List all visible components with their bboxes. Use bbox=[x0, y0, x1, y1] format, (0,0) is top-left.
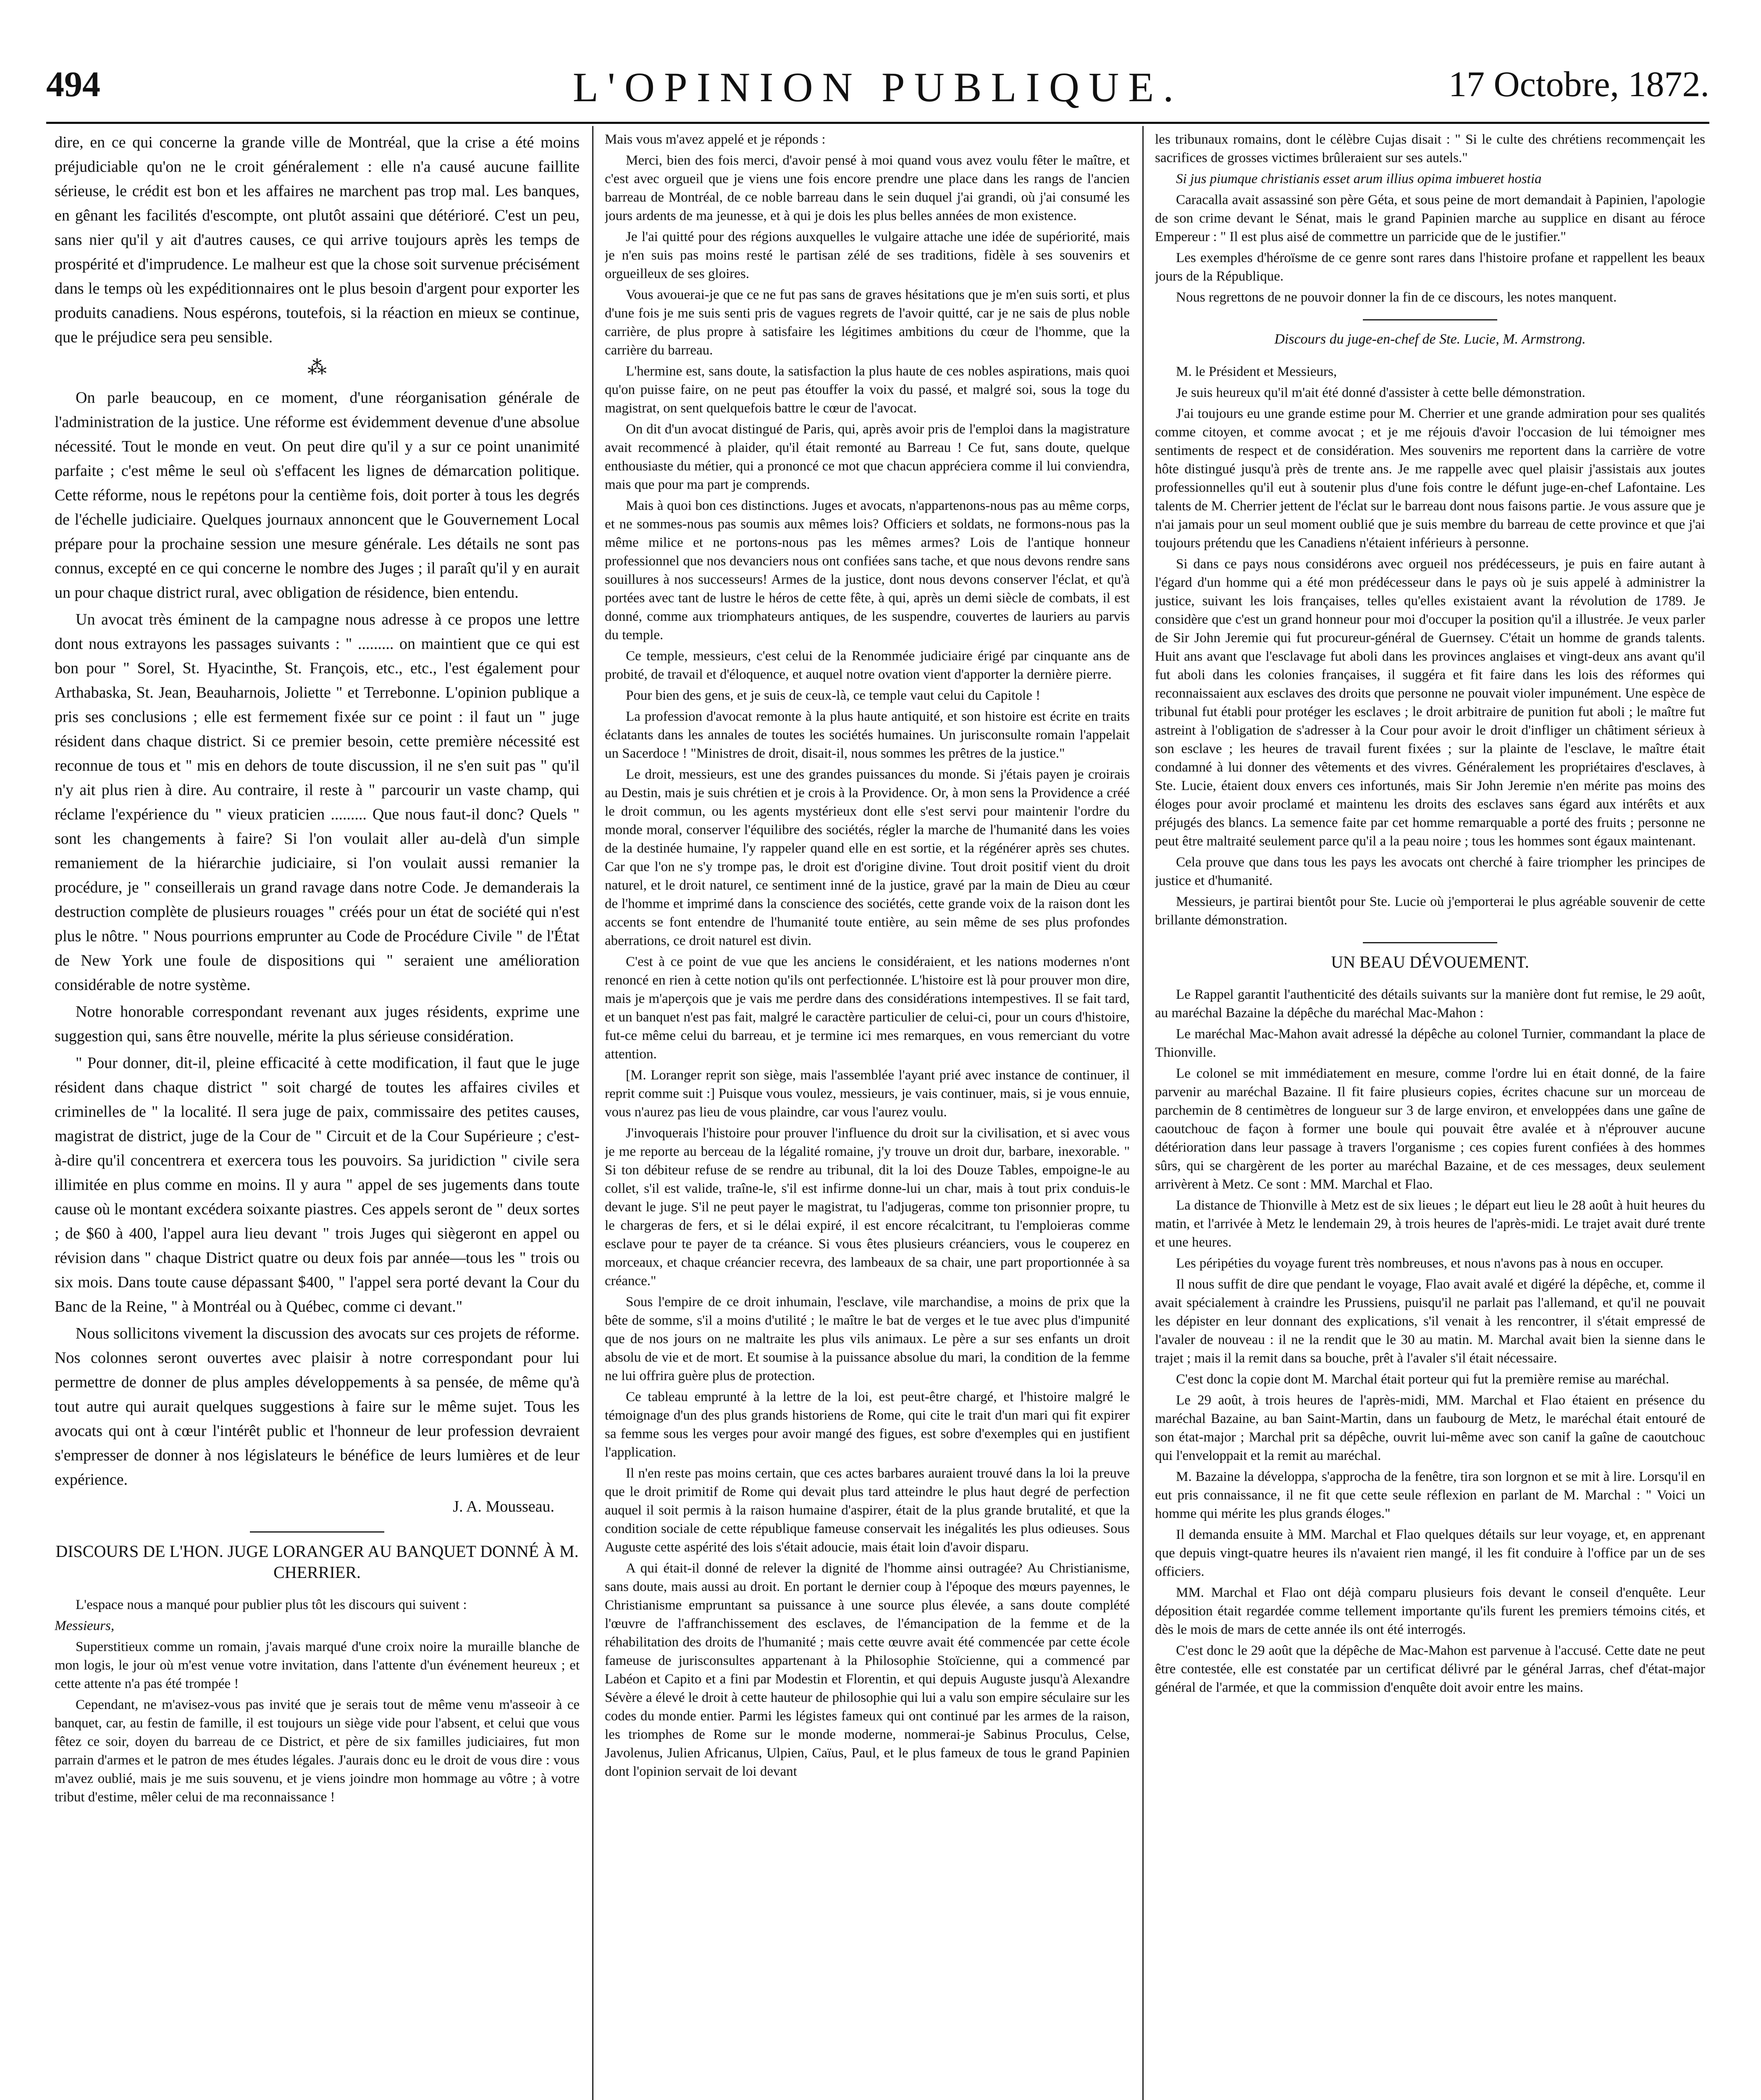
paragraph: J'ai toujours eu une grande estime pour M. Cherrier et une grande admiration pour ses qualités comme citoyen, et comme avocat ; et je me réjouis d'avoir l'occasion de lui témoigner mes sentiments de respect et de considération. Mes souvenirs me reportent dans la carrière de votre hôte distingué jusqu'à près de trente ans. Je me rappelle avec quel plaisir j'assistais aux joutes professionnelles qu'il eut à soutenir plus d'une fois contre le défunt juge-en-chef Lafontaine. Les talents de M. Cherrier jettent de l'éclat sur le barreau dont nous faisons partie. Je vous assure que je n'ai jamais pour un seul moment oublié que je suis membre du barreau de cette province et que j'ai toujours prétendu que les Canadiens n'étaient inférieurs à personne. bbox=[1155, 406, 1705, 551]
paragraph: L'espace nous a manqué pour publier plus tôt les discours qui suivent : bbox=[76, 1597, 467, 1612]
paragraph: Vous avouerai-je que ce ne fut pas sans de graves hésitations que je m'en suis sorti, et plus d'une fois je me suis senti pris de vagues regrets de l'avoir quitté, car je ne sais de plus noble carrière, de plus propre à satisfaire les légitimes ambitions du cœur de l'homme, que la carrière du barreau. bbox=[605, 287, 1130, 358]
section-rule bbox=[1363, 942, 1497, 943]
paragraph: On parle beaucoup, en ce moment, d'une réorganisation générale de l'administration de la justice. Une réforme est évidemment devenue d'une absolue nécessité. Tout le monde en veut. On peut dire qu'il y a sur ce point unanimité parfaite ; c'est même le seul où s'effacent les lignes de démarcation politique. Cette réforme, nous le repétons pour la centième fois, doit porter à tous les degrés de l'échelle judiciaire. Quelques journaux annoncent que le Gouvernement Local prépare pour la prochaine session une mesure générale. Les détails ne sont pas connus, excepté en ce qui concerne le nombre des Juges ; il paraît qu'il y en aurait un pour chaque district rural, avec obligation de résidence, bien entendu. bbox=[55, 389, 580, 601]
newspaper-title: L'OPINION PUBLIQUE. bbox=[572, 64, 1183, 110]
paragraph: Messieurs, je partirai bientôt pour Ste. Lucie où j'emporterai le plus agréable souvenir de cette brillante démonstration. bbox=[1155, 894, 1705, 928]
paragraph: Notre honorable correspondant revenant aux juges résidents, exprime une suggestion qui, sans être nouvelle, mérite la plus sérieuse considération. bbox=[55, 1003, 580, 1045]
salutation: Messieurs, bbox=[55, 1618, 115, 1633]
paragraph: Il demanda ensuite à MM. Marchal et Flao quelques détails sur leur voyage, et, en apprenant que depuis vingt-quatre heures ils n'avaient rien mangé, il les fit conduire à l'office par un de ses officiers. bbox=[1155, 1527, 1705, 1579]
paragraph: Superstitieux comme un romain, j'avais marqué d'une croix noire la muraille blanche de mon logis, le jour où m'est venue votre invitation, dans l'attente d'un événement heureux ; et cette attente n'a pas été trompée ! bbox=[55, 1639, 580, 1691]
column-2 bbox=[605, 130, 1130, 1783]
paragraph: M. le Président et Messieurs, bbox=[1176, 364, 1337, 379]
paragraph: Un avocat très éminent de la campagne nous adresse à ce propos une lettre dont nous extrayons les passages suivants : " ......... on maintient que ce qui est bon pour " Sorel, St. Hyacinthe, St. François, etc., etc., l'est également pour Arthabaska, St. Jean, Beauharnois, Joliette " et Terrebonne. L'opinion publique a pris ses conclusions ; elle est fermement fixée sur ce point : il faut un " juge résident dans chaque district. Si ce premier besoin, cette première nécessité est reconnue de tous et " mis en dehors de toute discussion, il ne s'en suit pas " qu'il n'y ait plus rien à dire. Au contraire, il reste à " parcourir un vaste champ, qui réclame l'expérience du " vieux praticien ......... Que nous faut-il donc? Quels " sont les changements à faire? Si l'on voulait aller au-delà d'un simple remaniement de la hiérarchie judiciaire, si l'on voulait aussi remanier la procédure, je " conseillerais un grand ravage dans notre Code. Je demanderais la destruction complète de plusieurs rouages " créés pour un état de société qui n'est plus le nôtre. " Nous pourrions emprunter au Code de Procédure Civile " de l'État de New York une foule de dispositions qui " seraient une amélioration considérable de notre système. bbox=[55, 611, 580, 994]
header-rule bbox=[46, 122, 1709, 124]
paragraph: J'invoquerais l'histoire pour prouver l'influence du droit sur la civilisation, et si avec vous je me reporte au berceau de la légalité romaine, j'y trouve un droit dur, barbare, inexorable. " Si ton débiteur refuse de se rendre au tribunal, dit la loi des Douze Tables, empoigne-le au collet, s'il est valide, traîne-le, s'il est infirme donne-lui un char, mais à tout prix conduis-le devant le juge. S'il ne peut payer le magistrat, tu l'adjugeras, comme ton prisonnier propre, tu le chargeras de fers, et si le délai expiré, il est encore récalcitrant, tu l'emploieras comme esclave pour te payer de ta créance. Si vous êtes plusieurs créanciers, vous le couperez en morceaux, et chaque créancier recevra, des lambeaux de sa chair, une part proportionnée à sa créance." bbox=[605, 1126, 1130, 1289]
paragraph: les tribunaux romains, dont le célèbre Cujas disait : " Si le culte des chrétiens recommençait les sacrifices de grosses victimes brûleraient sur ses autels." bbox=[1155, 132, 1705, 165]
separator: ⁂ bbox=[307, 357, 327, 378]
column-1 bbox=[55, 130, 580, 1809]
paragraph: Le 29 août, à trois heures de l'après-midi, MM. Marchal et Flao étaient en présence du maréchal Bazaine, au ban Saint-Martin, dans un faubourg de Metz, le maréchal était entouré de son état-major ; Marchal prit sa dépêche, ouvrit lui-même avec son canif la gaîne de caoutchouc qui l'enveloppait et la remit au maréchal. bbox=[1155, 1393, 1705, 1463]
paragraph: M. Bazaine la développa, s'approcha de la fenêtre, tira son lorgnon et se mit à lire. Lorsqu'il en eut pris connaissance, il ne fit que cette seule réflexion en parlant de M. Marchal : " Voici un homme qui mérite les plus grands éloges." bbox=[1155, 1469, 1705, 1521]
paragraph: Cependant, ne m'avisez-vous pas invité que je serais tout de même venu m'asseoir à ce banquet, car, au festin de famille, il est toujours un siège vide pour l'absent, et celui que vous fêtez ce soir, doyen du barreau de ce District, et père de six familles judiciaires, fut mon parrain d'armes et le patron de mes études légales. J'aurais donc eu le droit de vous dire : vous m'avez oublié, mais je me suis souvenu, et je viens joindre mon hommage au vôtre ; à votre tribut d'estime, mêler celui de ma reconnaissance ! bbox=[55, 1697, 580, 1805]
section-heading: Discours du juge-en-chef de Ste. Lucie, M. Armstrong. bbox=[1274, 331, 1586, 347]
paragraph: Les péripéties du voyage furent très nombreuses, et nous n'avons pas à nous en occuper. bbox=[1176, 1256, 1664, 1271]
paragraph: C'est à ce point de vue que les anciens le considéraient, et les nations modernes n'ont renoncé en rien à cette notion qu'ils ont perfectionnée. L'histoire est là pour prouver mon dire, mais je m'aperçois que je vais me perdre dans des considérations intempestives. Il se fait tard, et un banquet n'est pas fait, malgré le caractère particulier de celui-ci, pour un cours d'histoire, fut-ce même celui du barreau, et je termine ici mes remarques, en vous remerciant du votre attention. bbox=[605, 954, 1130, 1062]
paragraph: Je suis heureux qu'il m'ait été donné d'assister à cette belle démonstration. bbox=[1176, 385, 1585, 400]
paragraph: " Pour donner, dit-il, pleine efficacité à cette modification, il faut que le juge résident dans chaque district " soit chargé de toutes les affaires civiles et criminelles de " la localité. Il sera juge de paix, commissaire des petites causes, magistrat de district, juge de la Cour de " Circuit et de la Cour Supérieure ; c'est-à-dire qu'il concentrera et exercera tous les pouvoirs. Sa juridiction " civile sera illimitée en plus comme en moins. Il y aura " appel de ses jugements dans toute cause où le montant excédera soixante piastres. Ces appels seront de " deux sortes ; de $60 à 400, l'appel aura lieu devant " trois Juges qui siègeront en appel ou révision dans " chaque District quatre ou deux fois par année—tous les " trois ou six mois. Dans toute cause dépassant $400, " l'appel sera porté devant la Cour du Banc de la Reine, " à Montréal ou à Québec, comme ci devant." bbox=[55, 1054, 580, 1315]
paragraph: Le droit, messieurs, est une des grandes puissances du monde. Si j'étais payen je croirais au Destin, mais je suis chrétien et je crois à la Providence. Or, à mon sens la Providence a créé le droit commun, ou les agents mystérieux dont elle s'est servi pour maintenir l'ordre du monde moral, conserver l'équilibre des sociétés, régler la marche de l'humanité dans les voies de la destinée humaine, l'y rappeler quand elle en est sortie, et la régénérer après ses chutes. Car que l'on ne s'y trompe pas, le droit est d'origine divine. Tout droit positif vient du droit naturel, et le droit naturel, ce sentiment inné de la justice, gravé par la main de Dieu au cœur de l'homme et imprimé dans la conscience des sociétés, cette grande voix de la raison dont les accents se font entendre de l'humanité toute entière, au sein même de ses plus profondes aberrations, ce droit naturel est divin. bbox=[605, 767, 1130, 948]
paragraph: A qui était-il donné de relever la dignité de l'homme ainsi outragée? Au Christianisme, sans doute, mais aussi au droit. En portant le dernier coup à l'époque des mœurs payennes, le Christianisme empruntant sa puissance à une source plus élevée, a sans doute complété l'œuvre de l'affranchissement des esclaves, de l'émancipation de la femme et de la réhabilitation des droits de l'humanité ; mais cette œuvre avait été commencée par cette école fameuse de jurisconsultes appartenant à la Philosophie Stoïcienne, qui a commencé par Labéon et Capito et a fini par Modestin et Florentin, et qui depuis Auguste jusqu'à Alexandre Sévère a élevé le droit à cette hauteur de philosophie qui lui a valu son empire séculaire sur les codes du monde entier. Parmi les légistes fameux qui ont continué par les armes de la raison, les triomphes de Rome sur le monde moderne, nommerai-je Sabinus Proculus, Celse, Javolenus, Julien Africanus, Ulpien, Caïus, Paul, et le plus fameux de tous le grand Papinien dont l'opinion servait de loi devant bbox=[605, 1561, 1130, 1779]
paragraph: Caracalla avait assassiné son père Géta, et sous peine de mort demandait à Papinien, l'apologie de son crime devant le Sénat, mais le grand Papinien marche au supplice en disant au féroce Empereur : " Il est plus aisé de commettre un parricide que de le justifier." bbox=[1155, 192, 1705, 244]
section-heading: UN BEAU DÉVOUEMENT. bbox=[1331, 953, 1529, 971]
section-rule bbox=[1363, 319, 1497, 320]
paragraph: Les exemples d'héroïsme de ce genre sont rares dans l'histoire profane et rappellent les beaux jours de la République. bbox=[1155, 250, 1705, 284]
paragraph: Il n'en reste pas moins certain, que ces actes barbares auraient trouvé dans la loi la preuve que le droit primitif de Rome qui devait plus tard atteindre le plus haut degré de perfection auquel il soit permis à la raison humaine d'aspirer, était de la plus grande brutalité, et que la condition sociale de cette république fameuse conservait les inégalités les plus odieuses. Sous Auguste cette aspérité des lois s'était adoucie, mais était loin d'avoir disparu. bbox=[605, 1466, 1130, 1555]
latin-quote: Si jus piumque christianis esset arum illius opima imbueret hostia bbox=[1176, 171, 1542, 186]
paragraph: C'est donc la copie dont M. Marchal était porteur qui fut la première remise au maréchal. bbox=[1176, 1372, 1669, 1387]
column-divider bbox=[592, 126, 593, 2100]
paragraph: Il nous suffit de dire que pendant le voyage, Flao avait avalé et digéré la dépêche, et, comme il avait spécialement à craindre les Prussiens, puisqu'il ne parlait pas l'allemand, et qu'il ne pouvait les dépister en leur donnant des explications, s'il venait à les rencontrer, il s'était empressé de l'avaler de nouveau : il ne la rendit que le 30 au matin. M. Marchal avait bien la sienne dans le trajet ; mais il la remit dans sa bouche, prêt à l'avaler s'il était nécessaire. bbox=[1155, 1277, 1705, 1366]
section-heading: DISCOURS DE L'HON. JUGE LORANGER AU BANQUET DONNÉ À M. CHERRIER. bbox=[55, 1542, 579, 1582]
paragraph: La distance de Thionville à Metz est de six lieues ; le départ eut lieu le 28 août à huit heures du matin, et l'arrivée à Metz le lendemain 29, à trois heures de l'après-midi. Le trajet avait duré trente et une heures. bbox=[1155, 1198, 1705, 1250]
paragraph: Cela prouve que dans tous les pays les avocats ont cherché à faire triompher les principes de justice et d'humanité. bbox=[1155, 855, 1705, 888]
section-rule bbox=[250, 1531, 384, 1533]
column-divider bbox=[1142, 126, 1144, 2100]
paragraph: Mais vous m'avez appelé et je réponds : bbox=[605, 132, 826, 147]
paragraph: La profession d'avocat remonte à la plus haute antiquité, et son histoire est écrite en traits éclatants dans les annales de toutes les sociétés humaines. Un jurisconsulte romain l'appelait un Sacerdoce ! "Ministres de droit, disait-il, nous sommes les prêtres de la justice." bbox=[605, 709, 1130, 761]
signature: J. A. Mousseau. bbox=[453, 1498, 554, 1515]
paragraph: [M. Loranger reprit son siège, mais l'assemblée l'ayant prié avec instance de continuer, il reprit comme suit :] Puisque vous voulez, messieurs, je vais continuer, mais, si je vous ennuie, vous n'aurez pas lieu de vous plaindre, car vous l'aurez voulu. bbox=[605, 1068, 1130, 1120]
paragraph: Si dans ce pays nous considérons avec orgueil nos prédécesseurs, je puis en faire autant à l'égard d'un homme qui a été mon prédécesseur dans le pays où je suis appelé à administrer la justice, suivant les lois françaises, telles qu'elles existaient avant la révolution de 1789. Je considère que c'est un grand honneur pour moi d'occuper la position qu'il a illustrée. Je veux parler de Sir John Jeremie qui fut procureur-général de Guernsey. C'était un homme de grands talents. Huit ans avant que l'esclavage fut aboli dans les provinces anglaises et vingt-deux ans avant qu'il fut aboli dans les colonies françaises, il suggéra et fit faire dans les lois des réformes qui reconnaissaient aux esclaves des droits que personne ne pouvait violer impunément. Une espèce de tribunal fut établi pour protéger les esclaves ; le droit arbitraire de punition fut aboli ; le maître fut astreint à l'obligation de s'adresser à la Cour pour avoir le droit d'infliger un châtiment sérieux à son esclave ; les heures de travail furent fixées ; sur la plainte de l'esclave, le maître était condamné à lui donner des vêtements et des vivres. Généralement les propriétaires d'esclaves, à Ste. Lucie, étaient doux envers ces infortunés, mais Sir John Jeremie n'en mérite pas moins des éloges pour avoir proclamé et maintenu les droits des esclaves sans égard aux intérêts et aux préjugés des blancs. La semence faite par cet homme remarquable a porté des fruits ; personne ne peut être maltraité seulement parce qu'il a la peau noire ; tous les hommes sont égaux maintenant. bbox=[1155, 556, 1705, 849]
paragraph: Nous regrettons de ne pouvoir donner la fin de ce discours, les notes manquent. bbox=[1176, 290, 1617, 305]
paragraph: MM. Marchal et Flao ont déjà comparu plusieurs fois devant le conseil d'enquête. Leur déposition était regardée comme tellement importante qu'ils furent les premiers témoins cités, et dès le mois de mars de cette année ils ont été interrogés. bbox=[1155, 1585, 1705, 1637]
column-3 bbox=[1155, 130, 1705, 1699]
paragraph: Merci, bien des fois merci, d'avoir pensé à moi quand vous avez voulu fêter le maître, et c'est avec orgueil que je viens une fois encore prendre une place dans les rangs de l'ancien barreau de Montréal, de ce noble barreau dans le sein duquel j'ai grandi, où j'ai consumé les jours ardents de ma jeunesse, et à qui je dois les plus belles années de mon existence. bbox=[605, 153, 1130, 223]
issue-date: 17 Octobre, 1872. bbox=[1449, 64, 1709, 104]
paragraph: Ce tableau emprunté à la lettre de la loi, est peut-être chargé, et l'histoire malgré le témoignage d'un des plus grands historiens de Rome, qui cite le trait d'un mari qui fit expirer sa femme sous les verges pour avoir mangé des figues, est sobre d'exemples qui en justifient l'application. bbox=[605, 1389, 1130, 1460]
paragraph: Le Rappel garantit l'authenticité des détails suivants sur la manière dont fut remise, le 29 août, au maréchal Bazaine la dépêche du maréchal Mac-Mahon : bbox=[1155, 987, 1705, 1021]
paragraph: Mais à quoi bon ces distinctions. Juges et avocats, n'appartenons-nous pas au même corps, et ne sommes-nous pas soumis aux mêmes lois? Officiers et soldats, ne formons-nous pas la même milice et ne portons-nous pas les mêmes armes? Lois de l'antique honneur professionnel que nos devanciers nous ont confiées sans tache, et que nous devons rendre sans souillures à nos successeurs! Armes de la justice, dont nous devons conserver l'éclat, et qu'à portées avec tant de lustre le héros de cette fête, à qui, après un demi siècle de combats, il est donné, comme aux triomphateurs antiques, de les suspendre, couvertes de lauriers au parvis du temple. bbox=[605, 498, 1130, 643]
paragraph: On dit d'un avocat distingué de Paris, qui, après avoir pris de l'emploi dans la magistrature avait recommencé à plaider, qu'il était remonté au Barreau ! Ce fut, sans doute, quelque enthousiaste du métier, qui a prononcé ce mot que chacun appréciera comme il lui conviendra, mais que pour ma part je comprends. bbox=[605, 422, 1130, 492]
paragraph: C'est donc le 29 août que la dépêche de Mac-Mahon est parvenue à l'accusé. Cette date ne peut être contestée, elle est constatée par un certificat délivré par le général Jarras, chef d'état-major général de l'armée, et que la commission d'enquête doit avoir entre les mains. bbox=[1155, 1643, 1705, 1695]
paragraph: Ce temple, messieurs, c'est celui de la Renommée judiciaire érigé par cinquante ans de probité, de travail et d'éloquence, et auquel notre ovation vient d'apporter la dernière pierre. bbox=[605, 648, 1130, 682]
paragraph: dire, en ce qui concerne la grande ville de Montréal, que la crise a été moins préjudiciable qu'on ne le croit généralement : elle n'a causé aucune faillite sérieuse, le crédit est bon et les affaires ne marchent pas trop mal. Les banques, en gênant les facilités d'escompte, ont plutôt assaini que détérioré. C'est un peu, sans nier qu'il y ait d'autres causes, ce qui arrive toujours après les temps de prospérité et d'imprudence. Le malheur est que la chose soit survenue précisément dans le temps où les expéditionnaires ont le plus besoin d'argent pour exporter les produits canadiens. Nous espérons, toutefois, si la réaction en mieux se continue, que le préjudice sera peu sensible. bbox=[55, 134, 580, 346]
paragraph: Nous sollicitons vivement la discussion des avocats sur ces projets de réforme. Nos colonnes seront ouvertes avec plaisir à notre correspondant pour lui permettre de donner de plus amples développements à sa pensée, de même qu'à tout autre qui aurait quelques suggestions à faire sur le même sujet. Tous les avocats qui ont à cœur l'intérêt public et l'honneur de leur profession devraient s'empresser de donner à nos législateurs le bénéfice de leurs lumières et de leur expérience. bbox=[55, 1325, 580, 1488]
page-number: 494 bbox=[46, 64, 100, 104]
paragraph: Le colonel se mit immédiatement en mesure, comme l'ordre lui en était donné, de la faire parvenir au maréchal Bazaine. Il fit faire plusieurs copies, écrites chacune sur un morceau de parchemin de 8 centimètres de longueur sur 3 de large environ, et enveloppées dans une gaîne de caoutchouc de façon à former une boule qui pouvait être avalée et à n'éprouver aucune détérioration dans leur passage à travers l'organisme ; ces copies furent confiées à des hommes sûrs, qui se chargèrent de les porter au maréchal Bazaine, et de ces messages, deux seulement arrivèrent à Metz. Ce sont : MM. Marchal et Flao. bbox=[1155, 1066, 1705, 1192]
paragraph: Le maréchal Mac-Mahon avait adressé la dépêche au colonel Turnier, commandant la place de Thionville. bbox=[1155, 1026, 1705, 1060]
speech-body bbox=[55, 1596, 580, 1806]
paragraph: Je l'ai quitté pour des régions auxquelles le vulgaire attache une idée de supériorité, mais je n'en suis pas moins resté le partisan zélé de ses traditions, fidèle à ses souvenirs et orgueilleux de ses gloires. bbox=[605, 229, 1130, 281]
paragraph: L'hermine est, sans doute, la satisfaction la plus haute de ces nobles aspirations, mais quoi qu'on puisse faire, on ne peut pas étouffer la voix du passé, et malgré soi, sous la toge du magistrat, on sent quelquefois battre le cœur de l'avocat. bbox=[605, 364, 1130, 416]
paragraph: Pour bien des gens, et je suis de ceux-là, ce temple vaut celui du Capitole ! bbox=[626, 688, 1040, 703]
masthead bbox=[46, 46, 1709, 118]
paragraph: Sous l'empire de ce droit inhumain, l'esclave, vile marchandise, a moins de prix que la bête de somme, s'il a moins d'utilité ; le maître le bat de verges et le tue avec plus d'impunité que de nos jours on ne maltraite les plus vils animaux. Le père a sur ses enfants un droit absolu de vie et de mort. Et soumise à la puissance absolue du mari, la condition de la femme ne lui offrira guère plus de protection. bbox=[605, 1294, 1130, 1383]
